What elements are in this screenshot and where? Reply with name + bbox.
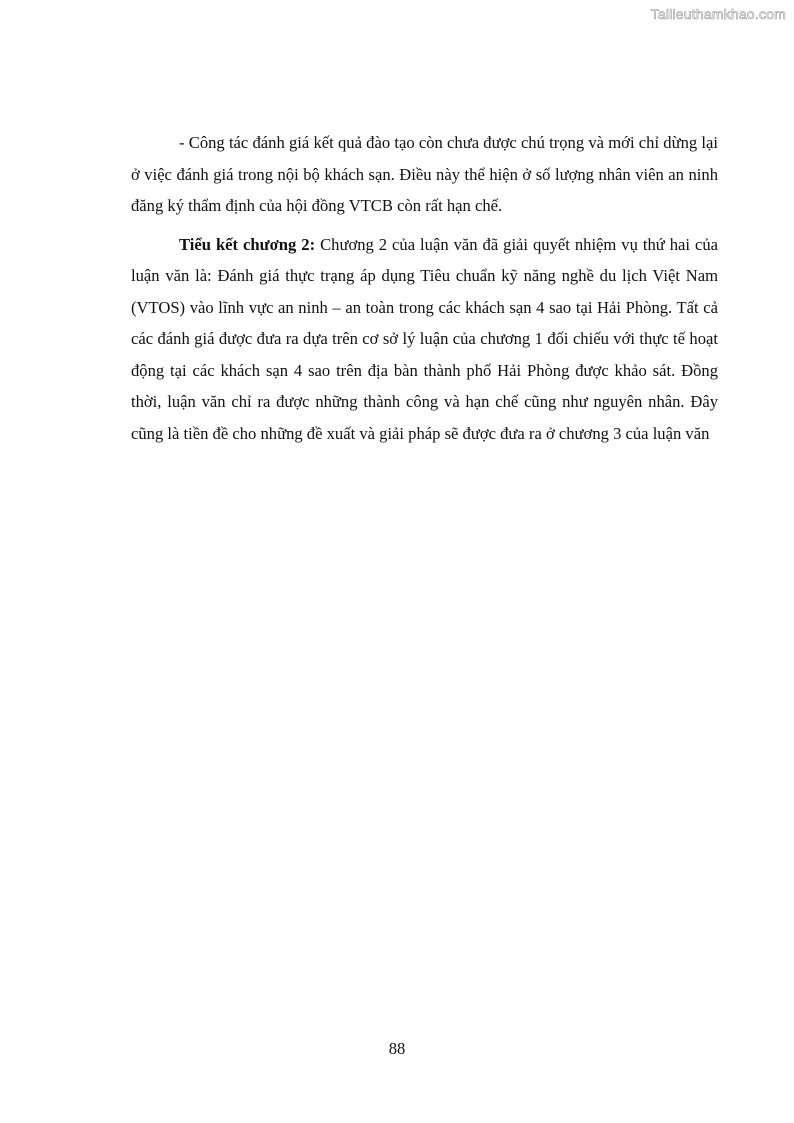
paragraph-evaluation [131, 127, 718, 222]
page-number: 88 [388, 1039, 406, 1058]
watermark-text: Tailieuthamkhao.com [650, 6, 786, 22]
chapter-summary-heading: Tiểu kết chương 2: [179, 234, 316, 254]
document-body [131, 127, 718, 449]
paragraph-text: - Công tác đánh giá kết quả đào tạo còn chưa được chú trọng và mới chỉ dừng lại ở việc đánh giá trong nội bộ khách sạn. Điều này thể hiện ở số lượng nhân viên an ninh đăng ký thẩm định của hội đồng VTCB còn rất hạn chế. [131, 133, 718, 215]
paragraph-text: Chương 2 của luận văn đã giải quyết nhiệm vụ thứ hai của luận văn là: Đánh giá thực trạng áp dụng Tiêu chuẩn kỹ năng nghề du lịch Việt Nam (VTOS) vào lĩnh vực an ninh – an toàn trong các khách sạn 4 sao tại Hải Phòng. Tất cả các đánh giá được đưa ra dựa trên cơ sở lý luận của chương 1 đối chiếu với thực tế hoạt động tại các khách sạn 4 sao trên địa bàn thành phố Hải Phòng được khảo sát. Đồng thời, luận văn chỉ ra được những thành công và hạn chế cũng như nguyên nhân. Đây cũng là tiền đề cho những đề xuất và giải pháp sẽ được đưa ra ở chương 3 của luận văn [131, 234, 719, 443]
paragraph-chapter-summary [131, 229, 718, 450]
